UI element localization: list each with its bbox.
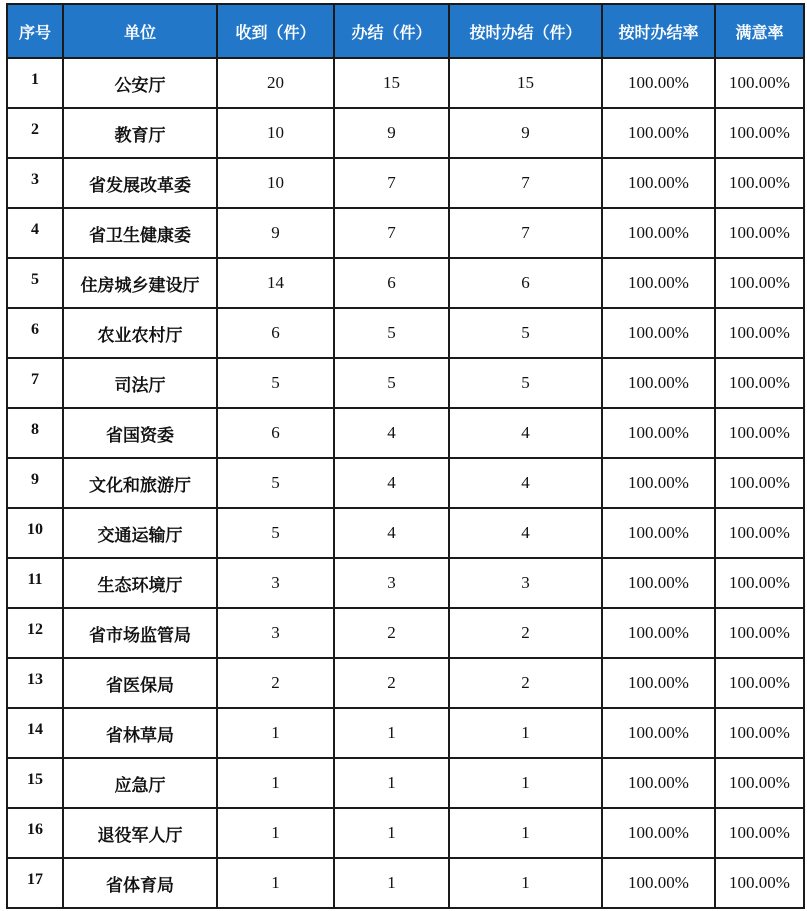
- table-row: [7, 258, 804, 308]
- row-satisfaction: 100.00%: [715, 608, 804, 658]
- table-row: [7, 208, 804, 258]
- row-ontime-rate: 100.00%: [602, 858, 715, 908]
- row-ontime-rate: 100.00%: [602, 358, 715, 408]
- row-ontime-rate: 100.00%: [602, 508, 715, 558]
- table-row: [7, 608, 804, 658]
- statistics-table: [6, 3, 805, 909]
- row-satisfaction: 100.00%: [715, 658, 804, 708]
- row-received: 5: [217, 358, 334, 408]
- row-received: 1: [217, 808, 334, 858]
- row-ontime: 1: [449, 858, 602, 908]
- row-unit: 省卫生健康委: [63, 208, 217, 258]
- table-row: [7, 58, 804, 108]
- row-satisfaction: 100.00%: [715, 308, 804, 358]
- row-satisfaction: 100.00%: [715, 458, 804, 508]
- row-completed: 1: [334, 758, 449, 808]
- row-ontime: 1: [449, 808, 602, 858]
- row-received: 10: [217, 108, 334, 158]
- row-ontime: 2: [449, 608, 602, 658]
- row-received: 5: [217, 508, 334, 558]
- row-ontime-rate: 100.00%: [602, 608, 715, 658]
- row-unit: 应急厅: [63, 758, 217, 808]
- row-ontime-rate: 100.00%: [602, 308, 715, 358]
- row-ontime-rate: 100.00%: [602, 758, 715, 808]
- header-row: [7, 4, 804, 58]
- row-received: 3: [217, 608, 334, 658]
- row-ontime: 9: [449, 108, 602, 158]
- row-received: 2: [217, 658, 334, 708]
- row-completed: 2: [334, 608, 449, 658]
- row-completed: 5: [334, 308, 449, 358]
- table-row: [7, 858, 804, 908]
- row-seq: 8: [7, 408, 63, 458]
- row-unit: 省林草局: [63, 708, 217, 758]
- row-received: 10: [217, 158, 334, 208]
- row-unit: 退役军人厅: [63, 808, 217, 858]
- row-satisfaction: 100.00%: [715, 208, 804, 258]
- row-received: 20: [217, 58, 334, 108]
- row-completed: 2: [334, 658, 449, 708]
- row-unit: 省市场监管局: [63, 608, 217, 658]
- row-received: 5: [217, 458, 334, 508]
- row-seq: 3: [7, 158, 63, 208]
- row-completed: 9: [334, 108, 449, 158]
- row-seq: 13: [7, 658, 63, 708]
- row-satisfaction: 100.00%: [715, 708, 804, 758]
- row-seq: 11: [7, 558, 63, 608]
- table-row: [7, 758, 804, 808]
- header-satisfaction: 满意率: [715, 4, 804, 58]
- row-seq: 10: [7, 508, 63, 558]
- row-unit: 省体育局: [63, 858, 217, 908]
- row-ontime-rate: 100.00%: [602, 558, 715, 608]
- row-unit: 文化和旅游厅: [63, 458, 217, 508]
- row-ontime: 15: [449, 58, 602, 108]
- row-ontime: 4: [449, 408, 602, 458]
- row-seq: 1: [7, 58, 63, 108]
- row-received: 3: [217, 558, 334, 608]
- row-seq: 14: [7, 708, 63, 758]
- header-ontime-rate: 按时办结率: [602, 4, 715, 58]
- table-row: [7, 308, 804, 358]
- table-row: [7, 158, 804, 208]
- row-received: 9: [217, 208, 334, 258]
- row-completed: 1: [334, 808, 449, 858]
- row-ontime: 4: [449, 508, 602, 558]
- row-satisfaction: 100.00%: [715, 858, 804, 908]
- row-completed: 1: [334, 858, 449, 908]
- header-ontime: 按时办结（件）: [449, 4, 602, 58]
- row-completed: 7: [334, 158, 449, 208]
- row-ontime: 6: [449, 258, 602, 308]
- row-ontime-rate: 100.00%: [602, 58, 715, 108]
- row-seq: 16: [7, 808, 63, 858]
- row-completed: 6: [334, 258, 449, 308]
- row-received: 14: [217, 258, 334, 308]
- row-ontime: 3: [449, 558, 602, 608]
- table-row: [7, 558, 804, 608]
- row-completed: 4: [334, 408, 449, 458]
- row-satisfaction: 100.00%: [715, 358, 804, 408]
- row-satisfaction: 100.00%: [715, 558, 804, 608]
- row-ontime-rate: 100.00%: [602, 708, 715, 758]
- row-seq: 7: [7, 358, 63, 408]
- row-unit: 省国资委: [63, 408, 217, 458]
- row-received: 1: [217, 708, 334, 758]
- table-row: [7, 508, 804, 558]
- row-ontime: 7: [449, 158, 602, 208]
- header-received: 收到（件）: [217, 4, 334, 58]
- row-received: 1: [217, 858, 334, 908]
- header-completed: 办结（件）: [334, 4, 449, 58]
- row-unit: 公安厅: [63, 58, 217, 108]
- row-satisfaction: 100.00%: [715, 58, 804, 108]
- row-ontime-rate: 100.00%: [602, 258, 715, 308]
- row-ontime: 7: [449, 208, 602, 258]
- row-unit: 省发展改革委: [63, 158, 217, 208]
- row-unit: 住房城乡建设厅: [63, 258, 217, 308]
- table-row: [7, 108, 804, 158]
- row-ontime-rate: 100.00%: [602, 108, 715, 158]
- row-unit: 交通运输厅: [63, 508, 217, 558]
- row-ontime-rate: 100.00%: [602, 458, 715, 508]
- table-row: [7, 408, 804, 458]
- row-seq: 2: [7, 108, 63, 158]
- row-ontime-rate: 100.00%: [602, 158, 715, 208]
- row-unit: 司法厅: [63, 358, 217, 408]
- table-row: [7, 808, 804, 858]
- row-satisfaction: 100.00%: [715, 808, 804, 858]
- row-satisfaction: 100.00%: [715, 158, 804, 208]
- row-unit: 教育厅: [63, 108, 217, 158]
- row-ontime-rate: 100.00%: [602, 208, 715, 258]
- table-row: [7, 458, 804, 508]
- row-seq: 6: [7, 308, 63, 358]
- row-completed: 7: [334, 208, 449, 258]
- header-seq: 序号: [7, 4, 63, 58]
- row-seq: 17: [7, 858, 63, 908]
- row-seq: 15: [7, 758, 63, 808]
- row-completed: 4: [334, 458, 449, 508]
- row-satisfaction: 100.00%: [715, 258, 804, 308]
- row-ontime-rate: 100.00%: [602, 658, 715, 708]
- row-seq: 4: [7, 208, 63, 258]
- row-completed: 3: [334, 558, 449, 608]
- row-seq: 9: [7, 458, 63, 508]
- row-seq: 12: [7, 608, 63, 658]
- row-unit: 农业农村厅: [63, 308, 217, 358]
- row-satisfaction: 100.00%: [715, 758, 804, 808]
- row-ontime-rate: 100.00%: [602, 408, 715, 458]
- row-satisfaction: 100.00%: [715, 408, 804, 458]
- row-satisfaction: 100.00%: [715, 108, 804, 158]
- row-ontime: 1: [449, 708, 602, 758]
- row-ontime: 5: [449, 308, 602, 358]
- row-ontime: 5: [449, 358, 602, 408]
- table-row: [7, 358, 804, 408]
- table-body: [7, 58, 804, 908]
- row-unit: 生态环境厅: [63, 558, 217, 608]
- row-ontime: 4: [449, 458, 602, 508]
- row-completed: 4: [334, 508, 449, 558]
- row-received: 6: [217, 308, 334, 358]
- row-satisfaction: 100.00%: [715, 508, 804, 558]
- table-row: [7, 658, 804, 708]
- row-completed: 5: [334, 358, 449, 408]
- row-completed: 15: [334, 58, 449, 108]
- row-ontime-rate: 100.00%: [602, 808, 715, 858]
- row-unit: 省医保局: [63, 658, 217, 708]
- row-ontime: 1: [449, 758, 602, 808]
- row-ontime: 2: [449, 658, 602, 708]
- row-received: 1: [217, 758, 334, 808]
- row-seq: 5: [7, 258, 63, 308]
- row-completed: 1: [334, 708, 449, 758]
- header-unit: 单位: [63, 4, 217, 58]
- table-row: [7, 708, 804, 758]
- row-received: 6: [217, 408, 334, 458]
